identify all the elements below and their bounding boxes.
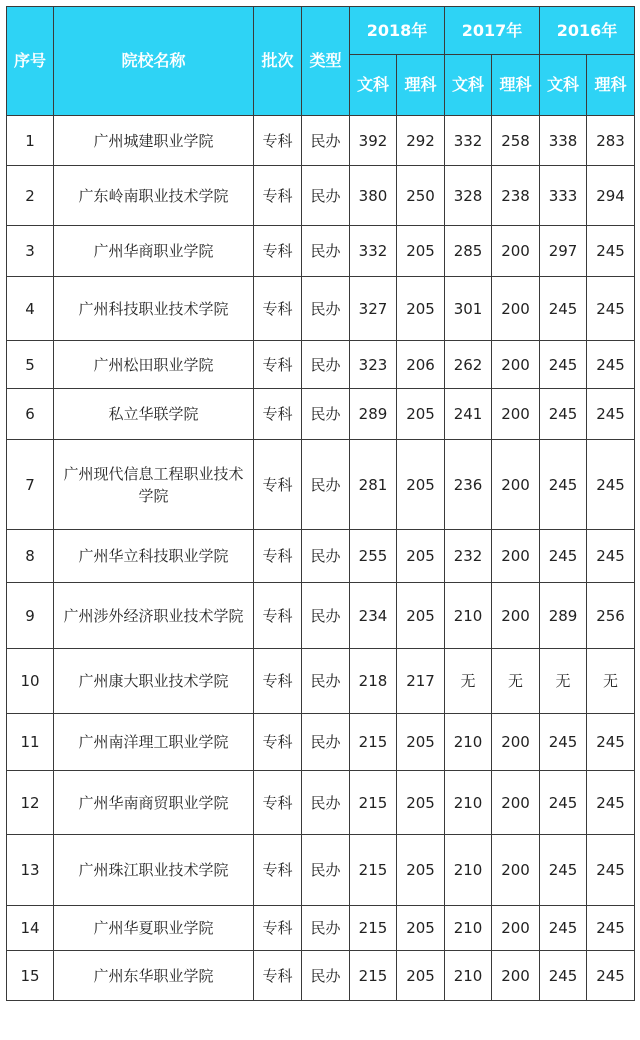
row-score: 283: [587, 116, 635, 166]
row-school-name: 广东岭南职业技术学院: [54, 166, 254, 226]
row-score: 无: [445, 649, 492, 714]
row-school-name: 广州华立科技职业学院: [54, 530, 254, 583]
row-score: 327: [350, 277, 397, 341]
row-type: 民办: [302, 835, 350, 906]
row-score: 338: [540, 116, 587, 166]
row-school-name: 私立华联学院: [54, 389, 254, 440]
row-score: 215: [350, 835, 397, 906]
row-batch: 专科: [254, 951, 302, 1001]
row-score: 200: [492, 906, 540, 951]
row-index: 15: [7, 951, 54, 1001]
row-score: 245: [540, 341, 587, 389]
row-score: 245: [587, 277, 635, 341]
row-index: 8: [7, 530, 54, 583]
table-row: [7, 649, 635, 714]
row-score: 238: [492, 166, 540, 226]
row-score: 无: [492, 649, 540, 714]
header-year-2017: 2017年: [445, 7, 540, 55]
row-score: 258: [492, 116, 540, 166]
row-index: 12: [7, 771, 54, 835]
row-score: 215: [350, 771, 397, 835]
row-score: 205: [397, 530, 445, 583]
row-type: 民办: [302, 341, 350, 389]
header-science: 理科: [397, 55, 445, 116]
row-score: 328: [445, 166, 492, 226]
row-score: 245: [540, 771, 587, 835]
row-index: 4: [7, 277, 54, 341]
row-batch: 专科: [254, 116, 302, 166]
row-batch: 专科: [254, 226, 302, 277]
row-score: 210: [445, 906, 492, 951]
row-index: 1: [7, 116, 54, 166]
row-batch: 专科: [254, 835, 302, 906]
row-index: 14: [7, 906, 54, 951]
row-school-name: 广州科技职业技术学院: [54, 277, 254, 341]
header-year-2016: 2016年: [540, 7, 635, 55]
row-score: 205: [397, 277, 445, 341]
row-index: 13: [7, 835, 54, 906]
row-school-name: 广州涉外经济职业技术学院: [54, 583, 254, 649]
row-score: 245: [587, 440, 635, 530]
row-index: 2: [7, 166, 54, 226]
row-batch: 专科: [254, 771, 302, 835]
row-score: 245: [540, 835, 587, 906]
row-type: 民办: [302, 649, 350, 714]
header-type: 类型: [302, 7, 350, 116]
row-score: 210: [445, 835, 492, 906]
scores-table: [6, 6, 635, 1001]
row-score: 215: [350, 906, 397, 951]
header-arts: 文科: [445, 55, 492, 116]
row-score: 200: [492, 226, 540, 277]
row-score: 323: [350, 341, 397, 389]
table-row: [7, 771, 635, 835]
row-type: 民办: [302, 906, 350, 951]
row-score: 245: [587, 835, 635, 906]
row-score: 281: [350, 440, 397, 530]
row-type: 民办: [302, 116, 350, 166]
row-score: 245: [587, 906, 635, 951]
row-type: 民办: [302, 714, 350, 771]
table-row: [7, 341, 635, 389]
row-batch: 专科: [254, 530, 302, 583]
row-score: 205: [397, 226, 445, 277]
row-school-name: 广州南洋理工职业学院: [54, 714, 254, 771]
row-score: 245: [587, 714, 635, 771]
row-score: 218: [350, 649, 397, 714]
table-row: [7, 583, 635, 649]
row-index: 11: [7, 714, 54, 771]
row-school-name: 广州康大职业技术学院: [54, 649, 254, 714]
row-school-name: 广州华夏职业学院: [54, 906, 254, 951]
row-score: 241: [445, 389, 492, 440]
row-score: 210: [445, 714, 492, 771]
row-score: 215: [350, 714, 397, 771]
row-index: 5: [7, 341, 54, 389]
header-science: 理科: [492, 55, 540, 116]
row-type: 民办: [302, 530, 350, 583]
table-header: [7, 7, 635, 116]
row-score: 200: [492, 583, 540, 649]
table-row: [7, 530, 635, 583]
row-batch: 专科: [254, 389, 302, 440]
row-score: 205: [397, 389, 445, 440]
row-school-name: 广州松田职业学院: [54, 341, 254, 389]
row-score: 332: [350, 226, 397, 277]
row-score: 392: [350, 116, 397, 166]
row-batch: 专科: [254, 649, 302, 714]
row-score: 210: [445, 583, 492, 649]
row-school-name: 广州华南商贸职业学院: [54, 771, 254, 835]
row-type: 民办: [302, 389, 350, 440]
row-index: 7: [7, 440, 54, 530]
row-type: 民办: [302, 166, 350, 226]
table-row: [7, 835, 635, 906]
row-index: 3: [7, 226, 54, 277]
row-score: 210: [445, 951, 492, 1001]
row-score: 245: [587, 389, 635, 440]
table-row: [7, 906, 635, 951]
row-score: 205: [397, 771, 445, 835]
row-score: 292: [397, 116, 445, 166]
row-score: 200: [492, 440, 540, 530]
row-index: 10: [7, 649, 54, 714]
row-score: 200: [492, 951, 540, 1001]
header-arts: 文科: [350, 55, 397, 116]
row-score: 200: [492, 714, 540, 771]
row-score: 245: [540, 906, 587, 951]
row-score: 200: [492, 771, 540, 835]
header-science: 理科: [587, 55, 635, 116]
row-score: 205: [397, 835, 445, 906]
row-batch: 专科: [254, 166, 302, 226]
row-type: 民办: [302, 226, 350, 277]
header-index: 序号: [7, 7, 54, 116]
row-batch: 专科: [254, 440, 302, 530]
row-score: 332: [445, 116, 492, 166]
row-score: 297: [540, 226, 587, 277]
row-score: 289: [350, 389, 397, 440]
row-score: 255: [350, 530, 397, 583]
row-batch: 专科: [254, 583, 302, 649]
table-row: [7, 226, 635, 277]
row-type: 民办: [302, 771, 350, 835]
row-score: 245: [540, 389, 587, 440]
row-type: 民办: [302, 440, 350, 530]
row-type: 民办: [302, 583, 350, 649]
row-score: 380: [350, 166, 397, 226]
table-row: [7, 116, 635, 166]
row-score: 234: [350, 583, 397, 649]
row-score: 200: [492, 341, 540, 389]
row-score: 200: [492, 389, 540, 440]
row-score: 205: [397, 440, 445, 530]
row-score: 289: [540, 583, 587, 649]
row-school-name: 广州华商职业学院: [54, 226, 254, 277]
row-batch: 专科: [254, 341, 302, 389]
row-score: 200: [492, 277, 540, 341]
row-score: 205: [397, 714, 445, 771]
row-school-name: 广州东华职业学院: [54, 951, 254, 1001]
row-score: 250: [397, 166, 445, 226]
table-row: [7, 389, 635, 440]
row-score: 262: [445, 341, 492, 389]
table-row: [7, 714, 635, 771]
header-arts: 文科: [540, 55, 587, 116]
row-score: 200: [492, 835, 540, 906]
row-score: 无: [587, 649, 635, 714]
row-batch: 专科: [254, 906, 302, 951]
row-score: 301: [445, 277, 492, 341]
row-score: 236: [445, 440, 492, 530]
table-body: [7, 116, 635, 1001]
row-score: 205: [397, 906, 445, 951]
row-score: 245: [587, 226, 635, 277]
row-score: 245: [540, 530, 587, 583]
row-index: 6: [7, 389, 54, 440]
table-row: [7, 951, 635, 1001]
row-score: 205: [397, 583, 445, 649]
row-score: 245: [587, 771, 635, 835]
header-batch: 批次: [254, 7, 302, 116]
row-score: 245: [587, 951, 635, 1001]
row-score: 无: [540, 649, 587, 714]
row-type: 民办: [302, 951, 350, 1001]
row-score: 200: [492, 530, 540, 583]
row-score: 245: [540, 440, 587, 530]
row-score: 210: [445, 771, 492, 835]
row-batch: 专科: [254, 714, 302, 771]
table-row: [7, 166, 635, 226]
header-name: 院校名称: [54, 7, 254, 116]
row-batch: 专科: [254, 277, 302, 341]
row-score: 256: [587, 583, 635, 649]
row-score: 245: [587, 530, 635, 583]
row-score: 333: [540, 166, 587, 226]
header-year-2018: 2018年: [350, 7, 445, 55]
row-school-name: 广州珠江职业技术学院: [54, 835, 254, 906]
row-score: 285: [445, 226, 492, 277]
row-score: 245: [587, 341, 635, 389]
row-score: 205: [397, 951, 445, 1001]
row-score: 245: [540, 714, 587, 771]
row-type: 民办: [302, 277, 350, 341]
table-row: [7, 277, 635, 341]
row-school-name: 广州城建职业学院: [54, 116, 254, 166]
row-score: 232: [445, 530, 492, 583]
table-row: [7, 440, 635, 530]
row-score: 245: [540, 951, 587, 1001]
row-score: 215: [350, 951, 397, 1001]
row-score: 245: [540, 277, 587, 341]
row-score: 294: [587, 166, 635, 226]
row-score: 206: [397, 341, 445, 389]
row-score: 217: [397, 649, 445, 714]
row-school-name: 广州现代信息工程职业技术学院: [54, 440, 254, 530]
row-index: 9: [7, 583, 54, 649]
